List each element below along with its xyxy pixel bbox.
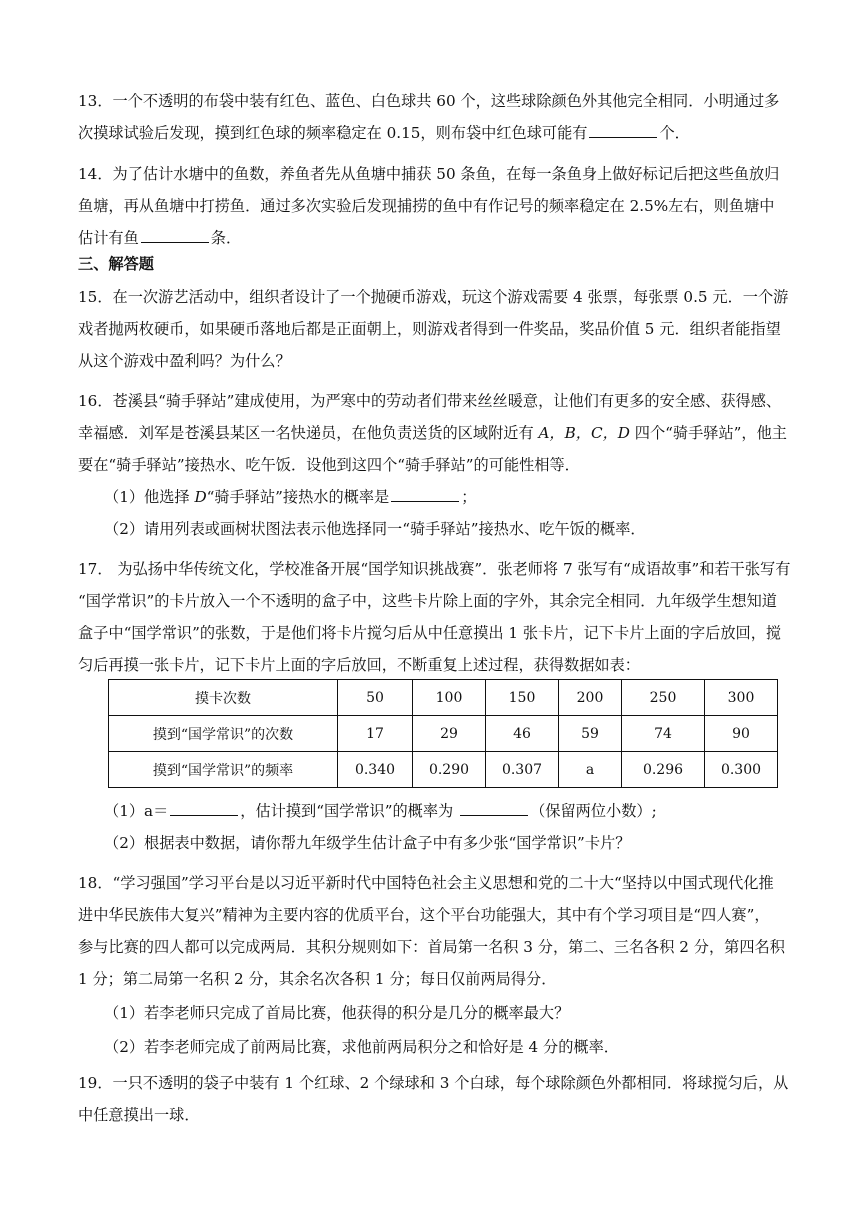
- table-cell: 74: [622, 716, 705, 752]
- table-cell: 250: [622, 680, 705, 716]
- q18-sub-1: （1）若李老师只完成了首局比赛，他获得的积分是几分的概率最大？: [104, 1004, 570, 1022]
- q16-sub-1: [104, 481, 828, 513]
- table-cell: 90: [705, 716, 778, 752]
- q16-sub1-prefix: （1）他选择: [104, 488, 195, 506]
- q14-answer-blank[interactable]: [141, 224, 209, 243]
- table-cell: 0.340: [338, 752, 413, 788]
- table-cell: 300: [705, 680, 778, 716]
- table-cell: a: [559, 752, 622, 788]
- q13-text: 次摸球试验后发现，摸到红色球的频率稳定在 0.15，则布袋中红色球可能有: [78, 124, 588, 142]
- q16-line-1: 16．苍溪县“骑手驿站”建成使用，为严寒中的劳动者们带来丝丝暖意，让他们有更多的安全感、获得感、: [78, 392, 782, 410]
- table-row: [109, 680, 778, 716]
- q19-line-2: 中任意摸出一球．: [78, 1106, 200, 1124]
- q16-text-a: 幸福感．刘军是苍溪县某区一名快递员，在他负责送货的区域附近有: [78, 424, 539, 442]
- table-row: [109, 752, 778, 788]
- q16-letters: A，B，C，D: [538, 424, 630, 442]
- q17-sub1-tail: （保留两位小数）;: [530, 802, 657, 820]
- table-header-cell: 摸到“国学常识”的次数: [109, 716, 338, 752]
- q16-sub1-tail: ；: [461, 488, 477, 506]
- table-header-cell: 摸到“国学常识”的频率: [109, 752, 338, 788]
- table-cell: 59: [559, 716, 622, 752]
- q18-line-2: 进中华民族伟大复兴”精神为主要内容的优质平台，这个平台功能强大，其中有个学习项目是“四人赛”，: [78, 906, 770, 924]
- q17-line-1: 17． 为弘扬中华传统文化，学校准备开展“国学知识挑战赛”．张老师将 7 张写有“成语故事”和若干张写有: [78, 560, 791, 578]
- q16-answer-blank[interactable]: [391, 483, 459, 502]
- q17-line-3: 盒子中“国学常识”的张数，于是他们将卡片搅匀后从中任意摸出 1 张卡片，记下卡片上面的字后放回，搅: [78, 624, 782, 642]
- q16-line-3: 要在“骑手驿站”接热水、吃午饭．设他到这四个“骑手驿站”的可能性相等．: [78, 456, 580, 474]
- table-cell: 0.290: [413, 752, 486, 788]
- q17-line-2: “国学常识”的卡片放入一个不透明的盒子中，这些卡片除上面的字外，其余完全相同．九年级学生想知道: [78, 592, 777, 610]
- table-header-cell: 摸卡次数: [109, 680, 338, 716]
- table-cell: 100: [413, 680, 486, 716]
- q17-sub-2: （2）根据表中数据，请你帮九年级学生估计盒子中有多少张“国学常识”卡片？: [104, 834, 631, 852]
- q15-line-2: 戏者抛两枚硬币，如果硬币落地后都是正面朝上，则游戏者得到一件奖品，奖品价值 5 元．组织者能指望: [78, 320, 781, 338]
- q14-text: 估计有鱼: [78, 229, 139, 247]
- table-cell: 29: [413, 716, 486, 752]
- q16-text-b: 四个“骑手驿站”，他主: [629, 424, 787, 442]
- q17-sub1-text: ，估计摸到“国学常识”的概率为: [240, 802, 459, 820]
- q13-tail: 个．: [659, 124, 690, 142]
- table-cell: 46: [486, 716, 559, 752]
- table-cell: 0.307: [486, 752, 559, 788]
- table-cell: 0.300: [705, 752, 778, 788]
- q16-sub1-letter: D: [194, 488, 207, 506]
- section-heading: 三、解答题: [78, 255, 154, 273]
- q19-line-1: 19．一只不透明的袋子中装有 1 个红球、2 个绿球和 3 个白球，每个球除颜色外都相同．将球搅匀后，从: [78, 1074, 789, 1092]
- table-row: [109, 716, 778, 752]
- table-cell: 50: [338, 680, 413, 716]
- q15-line-1: 15．在一次游艺活动中，组织者设计了一个抛硬币游戏，玩这个游戏需要 4 张票，每张票 0.5 元．一个游: [78, 288, 789, 306]
- q17-sub1-prefix: （1）a＝: [104, 802, 169, 820]
- table-cell: 150: [486, 680, 559, 716]
- q14-line-2: 鱼塘，再从鱼塘中打捞鱼．通过多次实验后发现捕捞的鱼中有作记号的频率稳定在 2.5%左右，则鱼塘中: [78, 197, 775, 215]
- q17-blank-probability[interactable]: [460, 797, 528, 816]
- q18-line-4: 1 分；第二局第一名积 2 分，其余名次各积 1 分；每日仅前两局得分．: [78, 970, 557, 988]
- table-cell: 17: [338, 716, 413, 752]
- q18-line-3: 参与比赛的四人都可以完成两局．其积分规则如下：首局第一名积 3 分，第二、三名各积 2 分，第四名积: [78, 938, 785, 956]
- q16-sub1-text: “骑手驿站”接热水的概率是: [206, 488, 390, 506]
- q15-line-3: 从这个游戏中盈利吗？为什么？: [78, 352, 291, 370]
- q14-line-1: 14．为了估计水塘中的鱼数，养鱼者先从鱼塘中捕获 50 条鱼，在每一条鱼身上做好标记后把这些鱼放归: [78, 165, 780, 183]
- q17-line-4: 匀后再摸一张卡片，记下卡片上面的字后放回，不断重复上述过程，获得数据如表：: [78, 656, 640, 674]
- q17-sub-1: [104, 795, 828, 827]
- q18-line-1: 18．“学习强国”学习平台是以习近平新时代中国特色社会主义思想和党的二十大“坚持以中国式现代化推: [78, 874, 774, 892]
- q13-answer-blank[interactable]: [589, 119, 657, 138]
- table-cell: 200: [559, 680, 622, 716]
- table-cell: 0.296: [622, 752, 705, 788]
- q16-sub-2: （2）请用列表或画树状图法表示他选择同一“骑手驿站”接热水、吃午饭的概率．: [104, 520, 646, 538]
- q16-line-2: [78, 417, 802, 449]
- q13-line-1: 13．一个不透明的布袋中装有红色、蓝色、白色球共 60 个，这些球除颜色外其他完全相同．小明通过多: [78, 92, 780, 110]
- q13-line-2: [78, 117, 802, 149]
- q14-tail: 条．: [210, 229, 242, 247]
- q18-sub-2: （2）若李老师完成了前两局比赛，求他前两局积分之和恰好是 4 分的概率．: [104, 1038, 619, 1056]
- q17-data-table: [108, 679, 778, 788]
- q17-blank-a[interactable]: [170, 797, 238, 816]
